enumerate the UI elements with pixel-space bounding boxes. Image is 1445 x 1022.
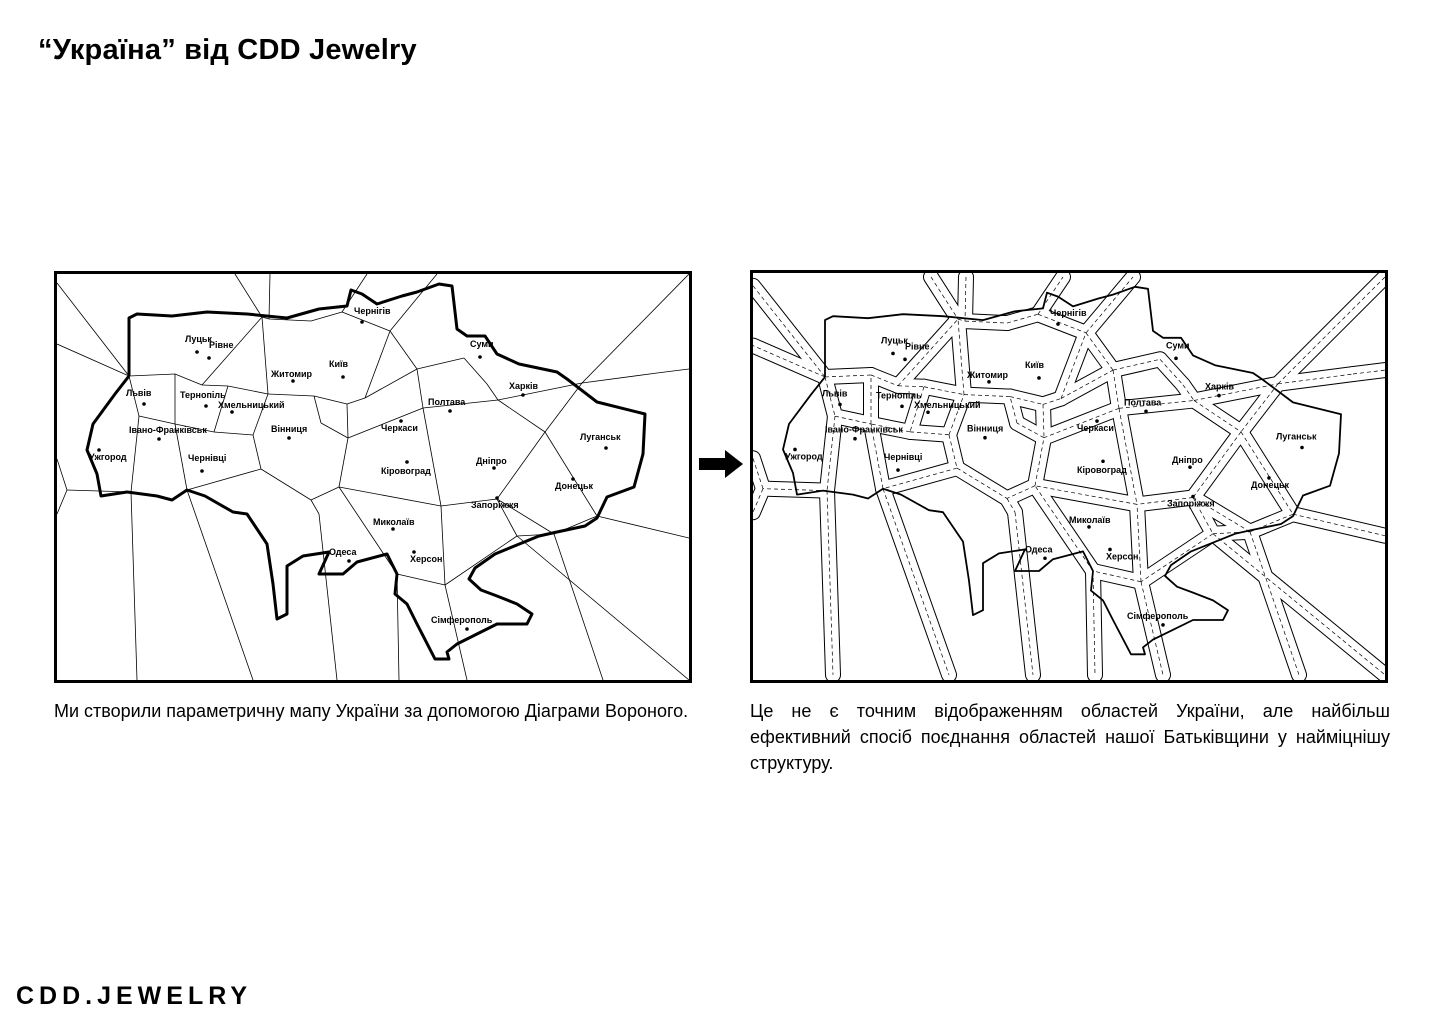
right-arrow-icon: [699, 450, 745, 483]
voronoi-edge: [311, 312, 342, 321]
city-label: Чернівці: [188, 453, 227, 463]
voronoi-edge: [545, 432, 597, 516]
city-dot: [926, 410, 930, 414]
city-label: Львів: [822, 388, 848, 399]
city-label: Київ: [1025, 359, 1045, 370]
city-dot: [853, 437, 857, 441]
voronoi-edge: [228, 386, 268, 394]
city-label: Івано-Франківськ: [825, 424, 903, 435]
city-label: Ужгород: [89, 452, 127, 462]
city-labels: [785, 308, 1317, 627]
voronoi-edge: [397, 574, 399, 680]
voronoi-edge: [390, 274, 437, 331]
voronoi-edge: [390, 331, 417, 369]
city-dot: [230, 410, 234, 414]
city-label: Київ: [329, 359, 349, 369]
city-label: Рівне: [209, 340, 234, 350]
city-label: Львів: [126, 388, 152, 398]
voronoi-edges: [57, 274, 689, 680]
voronoi-edge: [417, 369, 423, 408]
city-label: Полтава: [428, 397, 466, 407]
city-label: Миколаїв: [1069, 514, 1111, 525]
city-label: Чернігів: [354, 306, 391, 316]
voronoi-edge: [57, 283, 129, 376]
voronoi-edge: [314, 396, 321, 423]
city-dot: [341, 375, 345, 379]
voronoi-edge: [261, 469, 311, 500]
voronoi-edge: [657, 369, 689, 373]
city-label: Чернівці: [884, 452, 923, 463]
city-dot: [448, 409, 452, 413]
city-dot: [1087, 525, 1091, 529]
voronoi-edge: [129, 374, 175, 376]
voronoi-edge: [347, 404, 348, 438]
city-dot: [347, 559, 351, 563]
city-label: Дніпро: [476, 456, 507, 466]
voronoi-edge: [268, 394, 314, 396]
city-label: Миколаїв: [373, 517, 415, 527]
city-label: Херсон: [410, 554, 443, 564]
voronoi-edge: [365, 331, 390, 398]
city-label: Житомир: [271, 369, 313, 379]
city-dot: [204, 404, 208, 408]
voronoi-edge: [214, 432, 253, 435]
voronoi-edge: [139, 416, 175, 424]
voronoi-edge: [517, 536, 689, 680]
city-dot: [465, 627, 469, 631]
city-label: Донецьк: [1251, 479, 1290, 490]
voronoi-edge: [235, 274, 262, 317]
city-label: Тернопіль: [180, 390, 226, 400]
voronoi-edge: [339, 487, 441, 506]
voronoi-edge: [365, 369, 417, 398]
city-dot: [987, 380, 991, 384]
city-dot: [195, 350, 199, 354]
city-dot: [391, 527, 395, 531]
city-label: Рівне: [905, 341, 930, 352]
city-dot: [492, 466, 496, 470]
city-dot: [838, 403, 842, 407]
city-label: Херсон: [1106, 551, 1139, 562]
city-dot: [983, 436, 987, 440]
city-label: Одеса: [329, 547, 357, 557]
voronoi-edge: [319, 514, 337, 680]
voronoi-edge: [202, 385, 228, 386]
city-dot: [200, 469, 204, 473]
voronoi-edge: [311, 487, 339, 500]
city-dot: [478, 355, 482, 359]
city-dot: [1144, 409, 1148, 413]
city-label: Полтава: [1124, 397, 1162, 408]
city-dot: [1037, 376, 1041, 380]
city-dot: [1300, 446, 1304, 450]
city-label: Запоріжжя: [1167, 498, 1215, 509]
city-dot: [1174, 357, 1178, 361]
voronoi-edge: [487, 384, 498, 400]
city-dot: [900, 405, 904, 409]
city-label: Суми: [470, 339, 494, 349]
city-dot: [891, 352, 895, 356]
city-label: Вінниця: [967, 423, 1004, 434]
city-label: Одеса: [1025, 544, 1053, 555]
city-label: Луганськ: [580, 432, 621, 442]
city-label: Кіровоград: [1077, 465, 1127, 476]
voronoi-edge: [554, 534, 603, 680]
caption-right: Це не є точним відображенням областей України, але найбільш ефективний спосіб поєднання областей нашої Батьківщини у наймiцнішу структуру.: [750, 701, 1390, 773]
city-label: Тернопіль: [876, 390, 922, 401]
voronoi-edge: [597, 516, 689, 538]
city-dot: [405, 460, 409, 464]
city-dot: [207, 356, 211, 360]
voronoi-edge: [269, 319, 311, 321]
city-label: Запоріжжя: [471, 500, 519, 510]
voronoi-edge: [57, 344, 129, 376]
voronoi-edge: [321, 423, 348, 438]
voronoi-edge: [441, 506, 445, 585]
city-label: Луцьк: [185, 334, 212, 344]
voronoi-edge: [417, 358, 464, 369]
brand-logo: CDD.JEWELRY: [16, 982, 253, 1010]
city-label: Донецьк: [555, 481, 594, 491]
voronoi-edge: [57, 490, 67, 514]
city-label: Сімферополь: [1127, 610, 1189, 621]
voronoi-edge: [582, 373, 657, 383]
city-label: Хмельницький: [218, 400, 285, 410]
city-label: Суми: [1166, 340, 1190, 351]
city-label: Харків: [509, 381, 539, 391]
city-dot: [1217, 394, 1221, 398]
city-dot: [1101, 459, 1105, 463]
voronoi-edge: [187, 469, 261, 490]
city-dot: [142, 402, 146, 406]
city-label: Черкаси: [381, 423, 418, 433]
voronoi-map-right: [750, 270, 1388, 683]
city-dot: [287, 436, 291, 440]
voronoi-edge: [423, 408, 441, 506]
voronoi-edge: [464, 358, 487, 384]
city-dot: [360, 320, 364, 324]
city-dot: [1161, 623, 1165, 627]
voronoi-bands: [753, 277, 1385, 675]
voronoi-edge: [131, 492, 137, 680]
city-dot: [604, 446, 608, 450]
city-label: Сімферополь: [431, 615, 493, 625]
city-label: Кіровоград: [381, 466, 431, 476]
voronoi-edge: [187, 490, 253, 680]
city-dot: [896, 468, 900, 472]
city-dot: [903, 358, 907, 362]
caption-left: Ми створили параметричну мапу України за допомогою Діаграми Вороного.: [54, 701, 689, 721]
voronoi-edge: [445, 585, 467, 680]
voronoi-map-left: [54, 271, 692, 683]
page-title: “Україна” від CDD Jewelry: [38, 34, 417, 66]
city-label: Харків: [1205, 381, 1235, 392]
voronoi-edge: [314, 396, 347, 404]
city-label: Вінниця: [271, 424, 308, 434]
city-label: Житомир: [967, 369, 1009, 380]
voronoi-edge: [347, 398, 365, 404]
voronoi-edge: [253, 435, 261, 469]
city-labels: [89, 306, 621, 631]
voronoi-edge: [202, 317, 262, 385]
city-label: Хмельницький: [914, 400, 981, 411]
city-dot: [521, 393, 525, 397]
city-label: Івано-Франківськ: [129, 425, 207, 435]
band-centre-dash: [957, 468, 1007, 498]
voronoi-edge: [269, 274, 270, 319]
voronoi-edge: [262, 317, 268, 394]
voronoi-edge: [582, 274, 689, 383]
city-label: Ужгород: [785, 451, 823, 462]
city-label: Черкаси: [1077, 423, 1114, 434]
city-dot: [1043, 556, 1047, 560]
city-dot: [157, 437, 161, 441]
city-label: Дніпро: [1172, 455, 1203, 466]
voronoi-edge: [311, 500, 319, 514]
city-label: Чернігів: [1050, 308, 1087, 319]
voronoi-edge: [339, 438, 348, 487]
city-label: Луцьк: [881, 335, 908, 346]
city-dot: [291, 379, 295, 383]
voronoi-edge: [175, 374, 202, 385]
voronoi-edge: [57, 459, 67, 490]
country-outline: [87, 284, 645, 659]
voronoi-edge: [445, 536, 517, 585]
city-label: Луганськ: [1276, 431, 1317, 442]
city-dot: [1056, 322, 1060, 326]
voronoi-edge: [498, 400, 545, 432]
city-dot: [1188, 465, 1192, 469]
voronoi-edge: [397, 574, 445, 585]
voronoi-edge: [545, 383, 582, 432]
